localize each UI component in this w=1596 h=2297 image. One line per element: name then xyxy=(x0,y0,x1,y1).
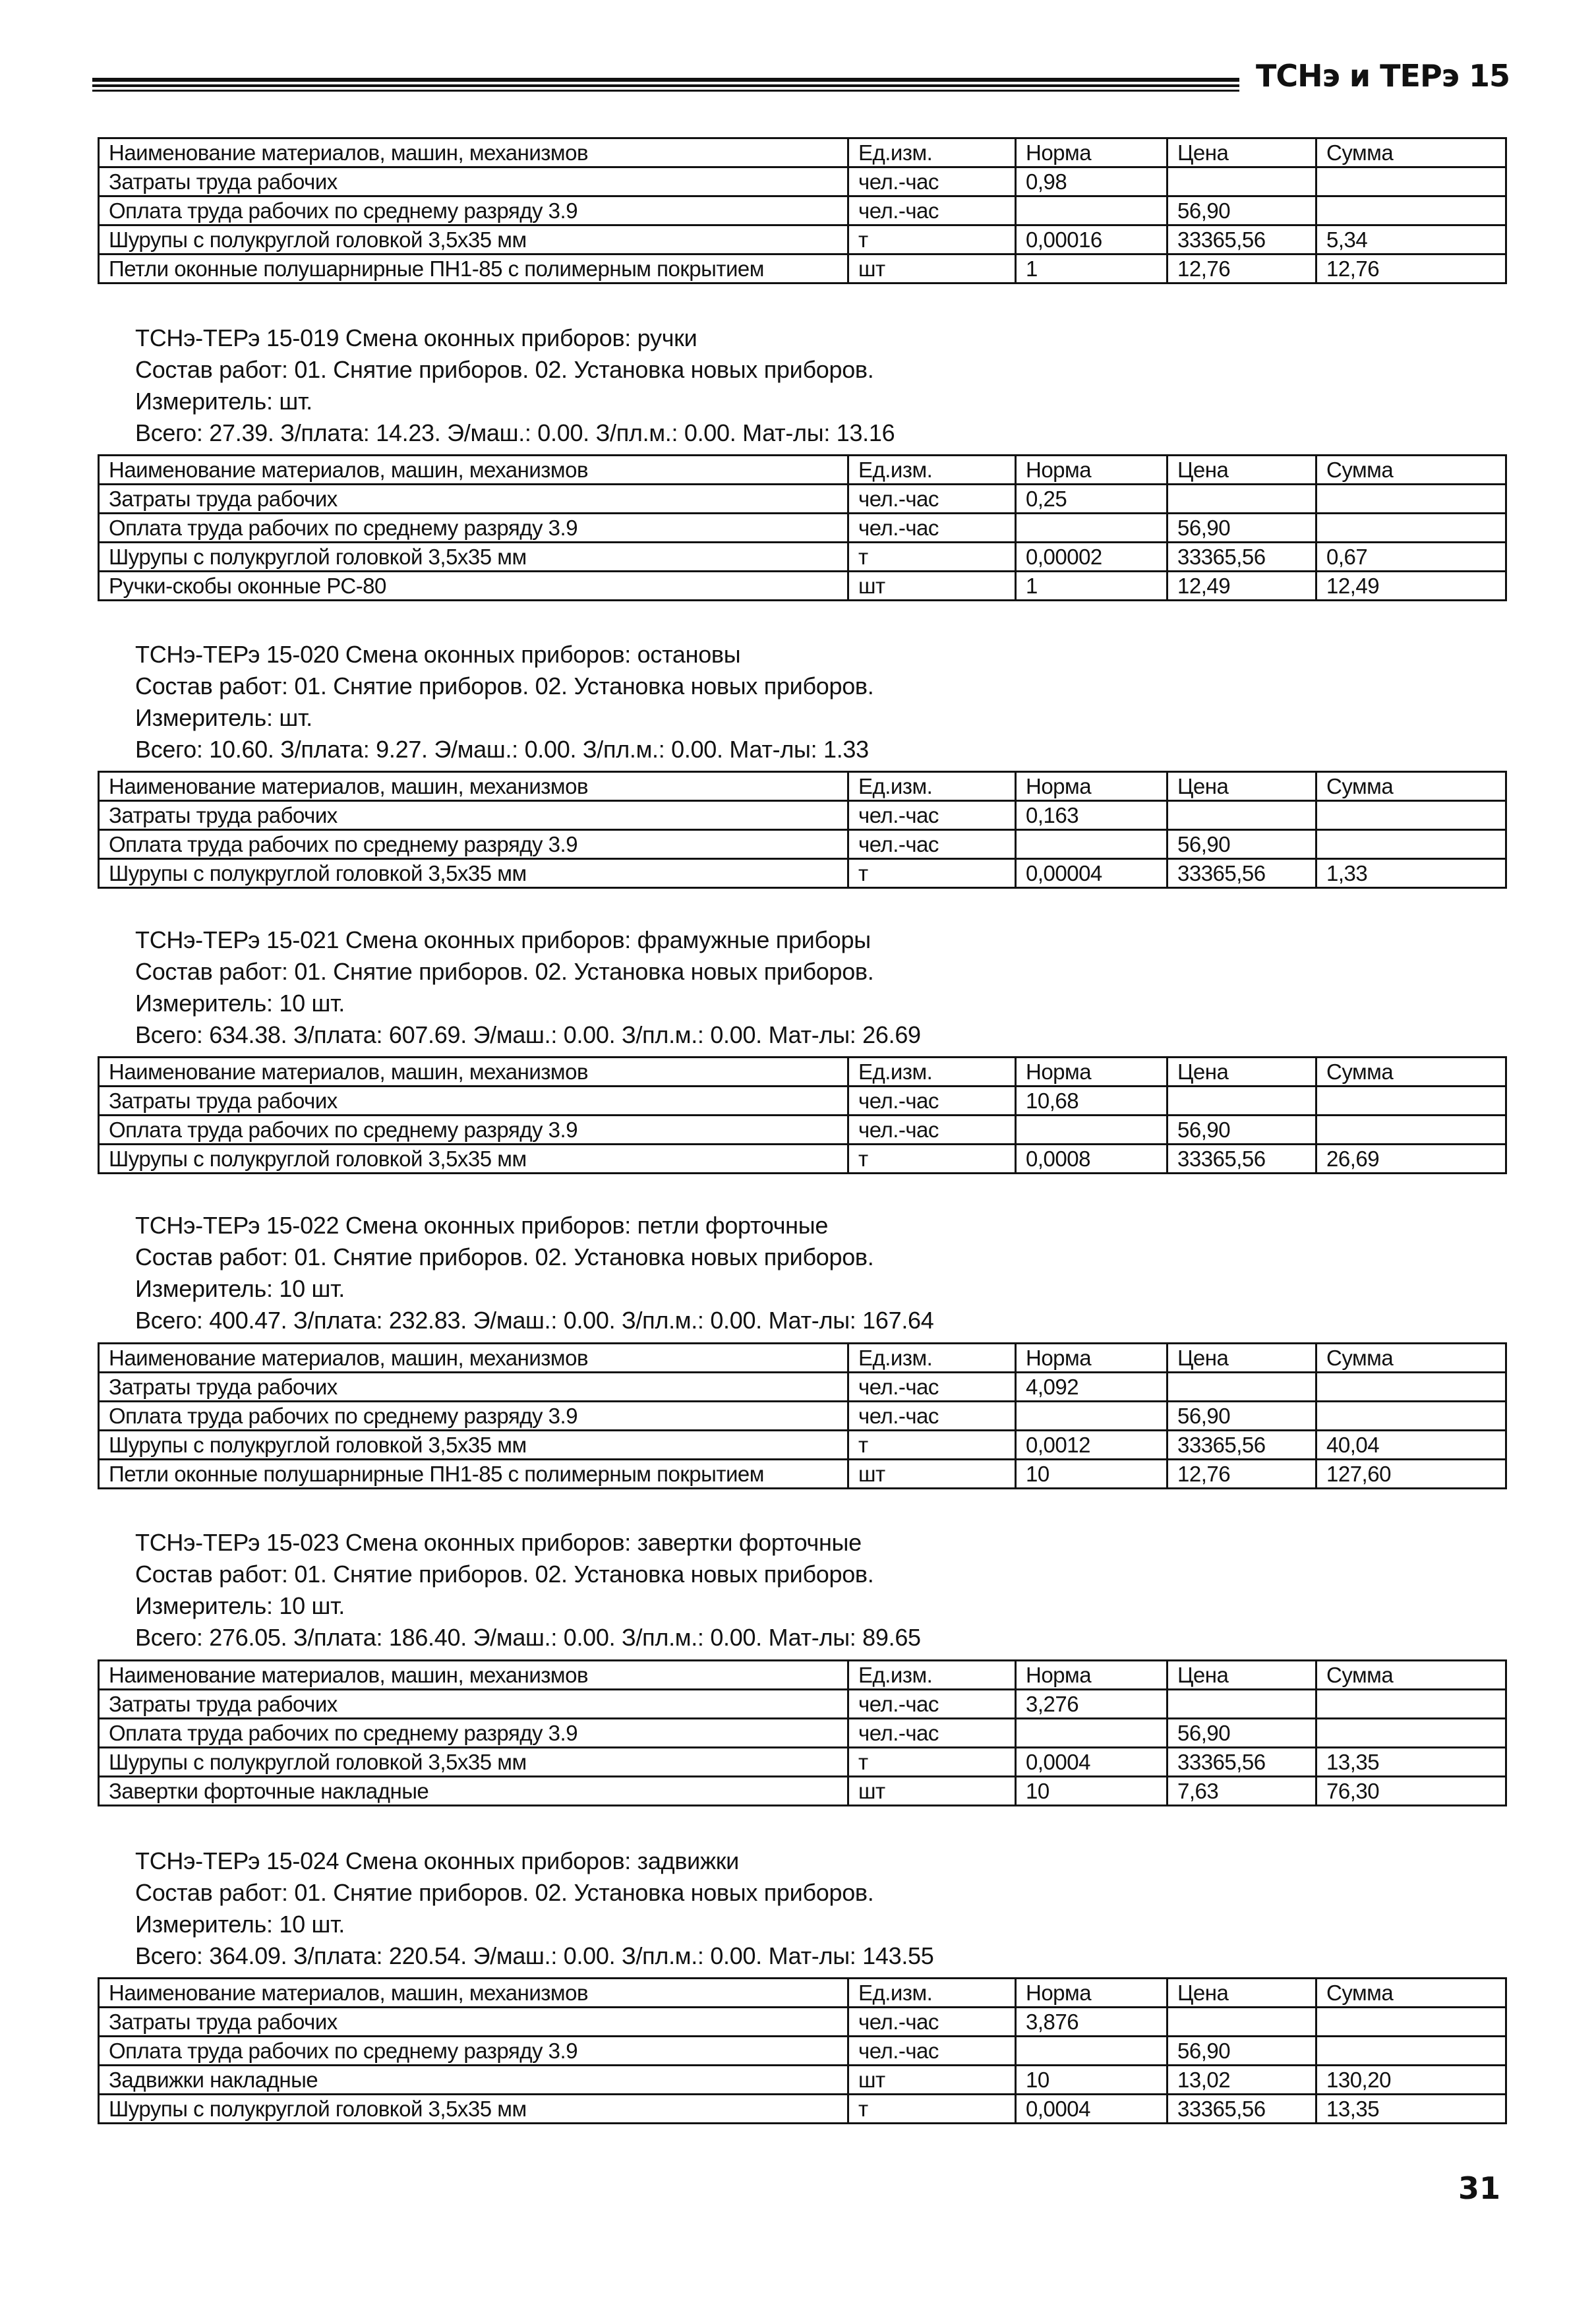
table-cell: Затраты труда рабочих xyxy=(99,2008,848,2037)
table-cell: т xyxy=(848,859,1016,888)
norm-totals: Всего: 634.38. З/плата: 607.69. Э/маш.: 0.00. З/пл.м.: 0.00. Мат-лы: 26.69 xyxy=(135,1021,921,1048)
norm-works: Состав работ: 01. Снятие приборов. 02. Установка новых приборов. xyxy=(135,958,874,985)
table-row xyxy=(99,254,1506,283)
norm-section-3 xyxy=(135,924,921,1051)
table-cell xyxy=(1316,1373,1506,1402)
table-cell xyxy=(1316,2008,1506,2037)
table-row xyxy=(99,1690,1506,1719)
table-row xyxy=(99,1116,1506,1145)
table-cell: чел.-час xyxy=(848,830,1016,859)
table-cell: т xyxy=(848,1145,1016,1174)
table-cell xyxy=(1316,1087,1506,1116)
norm-title: ТСНэ-ТЕРэ 15-024 Смена оконных приборов: задвижки xyxy=(135,1847,739,1874)
materials-table xyxy=(98,1342,1507,1489)
table-cell: Шурупы с полукруглой головкой 3,5x35 мм xyxy=(99,1145,848,1174)
page-header-title: ТСНэ и ТЕРэ 15 xyxy=(1256,58,1510,94)
table-cell xyxy=(1167,1087,1316,1116)
table-cell xyxy=(1316,1719,1506,1748)
table-row xyxy=(99,514,1506,543)
table-cell: Петли оконные полушарнирные ПН1-85 с полимерным покрытием xyxy=(99,1460,848,1489)
table-cell: Затраты труда рабочих xyxy=(99,485,848,514)
norm-title: ТСНэ-ТЕРэ 15-023 Смена оконных приборов: завертки форточные xyxy=(135,1529,862,1556)
table-cell: Затраты труда рабочих xyxy=(99,1373,848,1402)
table-header-cell: Цена xyxy=(1167,1058,1316,1087)
table-cell: 12,76 xyxy=(1167,1460,1316,1489)
table-cell: чел.-час xyxy=(848,196,1016,225)
table-row xyxy=(99,1087,1506,1116)
table-cell: Оплата труда рабочих по среднему разряду 3.9 xyxy=(99,196,848,225)
table-header-row xyxy=(99,1344,1506,1373)
table-cell xyxy=(1016,2037,1167,2066)
table-cell: Оплата труда рабочих по среднему разряду 3.9 xyxy=(99,514,848,543)
table-cell: 33365,56 xyxy=(1167,859,1316,888)
table-cell: 56,90 xyxy=(1167,514,1316,543)
table-cell: чел.-час xyxy=(848,801,1016,830)
table-cell: Шурупы с полукруглой головкой 3,5x35 мм xyxy=(99,1431,848,1460)
table-header-cell: Наименование материалов, машин, механизмов xyxy=(99,772,848,801)
norm-totals: Всего: 364.09. З/плата: 220.54. Э/маш.: 0.00. З/пл.м.: 0.00. Мат-лы: 143.55 xyxy=(135,1942,934,1969)
table-cell: 13,35 xyxy=(1316,1748,1506,1777)
table-cell: 33365,56 xyxy=(1167,1748,1316,1777)
table-cell: Ручки-скобы оконные РС-80 xyxy=(99,572,848,601)
table-cell: Оплата труда рабочих по среднему разряду 3.9 xyxy=(99,1116,848,1145)
table-cell: т xyxy=(848,1431,1016,1460)
table-cell: 1 xyxy=(1016,572,1167,601)
table-cell: 12,49 xyxy=(1167,572,1316,601)
table-cell xyxy=(1016,830,1167,859)
table-cell xyxy=(1167,2008,1316,2037)
table-header-cell: Ед.изм. xyxy=(848,772,1016,801)
table-header-cell: Цена xyxy=(1167,1344,1316,1373)
table-cell xyxy=(1316,167,1506,196)
table-cell: Затраты труда рабочих xyxy=(99,801,848,830)
table-cell: чел.-час xyxy=(848,1087,1016,1116)
table-header-cell: Цена xyxy=(1167,1661,1316,1690)
table-cell: Шурупы с полукруглой головкой 3,5x35 мм xyxy=(99,1748,848,1777)
materials-table xyxy=(98,771,1507,889)
table-header-cell: Ед.изм. xyxy=(848,1344,1016,1373)
norm-section-4 xyxy=(135,1210,934,1336)
table-cell: чел.-час xyxy=(848,485,1016,514)
page-number: 31 xyxy=(1458,2170,1501,2206)
table-cell: Шурупы с полукруглой головкой 3,5x35 мм xyxy=(99,543,848,572)
table-row xyxy=(99,2095,1506,2124)
table-row xyxy=(99,196,1506,225)
table-cell: 7,63 xyxy=(1167,1777,1316,1806)
table-cell: Шурупы с полукруглой головкой 3,5x35 мм xyxy=(99,2095,848,2124)
norm-unit: Измеритель: 10 шт. xyxy=(135,1592,345,1619)
table-cell: Оплата труда рабочих по среднему разряду 3.9 xyxy=(99,1719,848,1748)
norm-title: ТСНэ-ТЕРэ 15-021 Смена оконных приборов: фрамужные приборы xyxy=(135,926,871,953)
table-header-cell: Цена xyxy=(1167,1979,1316,2008)
table-cell xyxy=(1316,485,1506,514)
norm-title: ТСНэ-ТЕРэ 15-022 Смена оконных приборов: петли форточные xyxy=(135,1212,829,1239)
table-row xyxy=(99,1777,1506,1806)
table-cell: 10 xyxy=(1016,2066,1167,2095)
table-row xyxy=(99,1373,1506,1402)
norm-section-5 xyxy=(135,1527,921,1654)
table-row xyxy=(99,830,1506,859)
table-row xyxy=(99,859,1506,888)
table-cell xyxy=(1316,1402,1506,1431)
table-cell: шт xyxy=(848,572,1016,601)
table-cell xyxy=(1016,514,1167,543)
table-cell xyxy=(1316,801,1506,830)
table-header-cell: Сумма xyxy=(1316,1661,1506,1690)
norm-section-1 xyxy=(135,322,895,449)
table-cell: чел.-час xyxy=(848,1690,1016,1719)
table-cell xyxy=(1016,196,1167,225)
table-cell: 56,90 xyxy=(1167,1719,1316,1748)
table-row xyxy=(99,801,1506,830)
table-row xyxy=(99,1145,1506,1174)
table-cell: чел.-час xyxy=(848,1402,1016,1431)
table-cell: Шурупы с полукруглой головкой 3,5x35 мм xyxy=(99,859,848,888)
table-cell: т xyxy=(848,225,1016,254)
table-cell: 127,60 xyxy=(1316,1460,1506,1489)
table-cell: Затраты труда рабочих xyxy=(99,1690,848,1719)
table-header-cell: Ед.изм. xyxy=(848,1661,1016,1690)
table-cell: 10 xyxy=(1016,1460,1167,1489)
table-cell: 0,0008 xyxy=(1016,1145,1167,1174)
table-header-row xyxy=(99,138,1506,167)
table-cell: чел.-час xyxy=(848,514,1016,543)
table-cell: 3,876 xyxy=(1016,2008,1167,2037)
norm-works: Состав работ: 01. Снятие приборов. 02. Установка новых приборов. xyxy=(135,1879,874,1906)
table-row xyxy=(99,1460,1506,1489)
norm-unit: Измеритель: шт. xyxy=(135,704,312,731)
table-header-cell: Наименование материалов, машин, механизмов xyxy=(99,1344,848,1373)
table-header-cell: Наименование материалов, машин, механизмов xyxy=(99,138,848,167)
table-row xyxy=(99,543,1506,572)
table-cell: 13,35 xyxy=(1316,2095,1506,2124)
table-cell: шт xyxy=(848,2066,1016,2095)
norm-unit: Измеритель: 10 шт. xyxy=(135,1911,345,1938)
table-cell: Петли оконные полушарнирные ПН1-85 с полимерным покрытием xyxy=(99,254,848,283)
table-cell: чел.-час xyxy=(848,167,1016,196)
table-header-cell: Цена xyxy=(1167,138,1316,167)
table-cell: шт xyxy=(848,1777,1016,1806)
table-cell: 0,00004 xyxy=(1016,859,1167,888)
table-header-row xyxy=(99,1661,1506,1690)
table-header-cell: Наименование материалов, машин, механизмов xyxy=(99,1979,848,2008)
table-cell: 5,34 xyxy=(1316,225,1506,254)
footer-rule xyxy=(92,2186,1239,2200)
table-cell: чел.-час xyxy=(848,1373,1016,1402)
table-cell xyxy=(1316,1690,1506,1719)
table-cell: Оплата труда рабочих по среднему разряду 3.9 xyxy=(99,1402,848,1431)
table-row xyxy=(99,572,1506,601)
table-cell: 33365,56 xyxy=(1167,1431,1316,1460)
norm-section-6 xyxy=(135,1845,934,1972)
table-cell xyxy=(1316,1116,1506,1145)
table-cell: т xyxy=(848,1748,1016,1777)
table-header-cell: Норма xyxy=(1016,1661,1167,1690)
table-header-cell: Ед.изм. xyxy=(848,456,1016,485)
table-row xyxy=(99,1431,1506,1460)
table-cell: 56,90 xyxy=(1167,1116,1316,1145)
table-header-cell: Наименование материалов, машин, механизмов xyxy=(99,456,848,485)
table-cell: 0,163 xyxy=(1016,801,1167,830)
table-cell xyxy=(1016,1116,1167,1145)
table-cell: т xyxy=(848,2095,1016,2124)
table-cell: Шурупы с полукруглой головкой 3,5x35 мм xyxy=(99,225,848,254)
table-cell: чел.-час xyxy=(848,1116,1016,1145)
table-cell xyxy=(1316,514,1506,543)
table-header-row xyxy=(99,1979,1506,2008)
table-row xyxy=(99,2008,1506,2037)
table-cell: 56,90 xyxy=(1167,196,1316,225)
table-cell: 12,76 xyxy=(1316,254,1506,283)
table-row xyxy=(99,2066,1506,2095)
table-cell: 12,76 xyxy=(1167,254,1316,283)
table-cell: 33365,56 xyxy=(1167,225,1316,254)
table-header-cell: Сумма xyxy=(1316,1344,1506,1373)
table-cell: Затраты труда рабочих xyxy=(99,1087,848,1116)
table-cell: 33365,56 xyxy=(1167,543,1316,572)
table-cell: 0,0012 xyxy=(1016,1431,1167,1460)
table-cell: чел.-час xyxy=(848,2037,1016,2066)
table-cell xyxy=(1167,1690,1316,1719)
table-cell: 130,20 xyxy=(1316,2066,1506,2095)
table-cell: т xyxy=(848,543,1016,572)
table-cell: 1,33 xyxy=(1316,859,1506,888)
table-header-cell: Сумма xyxy=(1316,1058,1506,1087)
table-cell xyxy=(1016,1402,1167,1431)
table-header-cell: Сумма xyxy=(1316,1979,1506,2008)
table-cell xyxy=(1016,1719,1167,1748)
table-cell: Оплата труда рабочих по среднему разряду 3.9 xyxy=(99,830,848,859)
table-cell: 76,30 xyxy=(1316,1777,1506,1806)
table-row xyxy=(99,1748,1506,1777)
table-header-cell: Ед.изм. xyxy=(848,1979,1016,2008)
header-rule xyxy=(92,78,1239,92)
table-cell: 0,0004 xyxy=(1016,2095,1167,2124)
norm-works: Состав работ: 01. Снятие приборов. 02. Установка новых приборов. xyxy=(135,1561,874,1588)
table-header-cell: Норма xyxy=(1016,456,1167,485)
norm-works: Состав работ: 01. Снятие приборов. 02. Установка новых приборов. xyxy=(135,356,874,383)
norm-section-2 xyxy=(135,639,873,765)
norm-unit: Измеритель: 10 шт. xyxy=(135,990,345,1017)
table-cell: 56,90 xyxy=(1167,1402,1316,1431)
table-cell: 26,69 xyxy=(1316,1145,1506,1174)
table-cell: шт xyxy=(848,254,1016,283)
table-row xyxy=(99,225,1506,254)
table-row xyxy=(99,485,1506,514)
table-cell xyxy=(1167,485,1316,514)
table-cell: Завертки форточные накладные xyxy=(99,1777,848,1806)
table-cell: 12,49 xyxy=(1316,572,1506,601)
table-header-cell: Цена xyxy=(1167,456,1316,485)
table-header-cell: Ед.изм. xyxy=(848,138,1016,167)
norm-title: ТСНэ-ТЕРэ 15-020 Смена оконных приборов: остановы xyxy=(135,641,741,668)
table-cell xyxy=(1167,1373,1316,1402)
table-cell: 33365,56 xyxy=(1167,2095,1316,2124)
table-header-cell: Сумма xyxy=(1316,772,1506,801)
table-header-row xyxy=(99,456,1506,485)
table-row xyxy=(99,2037,1506,2066)
table-cell: Задвижки накладные xyxy=(99,2066,848,2095)
materials-table xyxy=(98,1056,1507,1174)
table-cell: 0,00016 xyxy=(1016,225,1167,254)
table-cell: 4,092 xyxy=(1016,1373,1167,1402)
table-cell: 0,0004 xyxy=(1016,1748,1167,1777)
table-cell xyxy=(1316,830,1506,859)
table-cell xyxy=(1316,196,1506,225)
materials-table xyxy=(98,1977,1507,2124)
table-cell xyxy=(1167,801,1316,830)
table-cell xyxy=(1316,2037,1506,2066)
table-header-cell: Наименование материалов, машин, механизмов xyxy=(99,1661,848,1690)
table-header-cell: Норма xyxy=(1016,1979,1167,2008)
table-header-cell: Норма xyxy=(1016,138,1167,167)
table-cell: 0,67 xyxy=(1316,543,1506,572)
table-cell: 56,90 xyxy=(1167,2037,1316,2066)
norm-totals: Всего: 276.05. З/плата: 186.40. Э/маш.: 0.00. З/пл.м.: 0.00. Мат-лы: 89.65 xyxy=(135,1624,921,1651)
table-cell: 13,02 xyxy=(1167,2066,1316,2095)
table-row xyxy=(99,1402,1506,1431)
norm-unit: Измеритель: 10 шт. xyxy=(135,1275,345,1302)
materials-table xyxy=(98,1659,1507,1806)
table-header-cell: Ед.изм. xyxy=(848,1058,1016,1087)
table-header-row xyxy=(99,1058,1506,1087)
table-header-cell: Норма xyxy=(1016,1344,1167,1373)
table-cell: 0,25 xyxy=(1016,485,1167,514)
table-header-cell: Сумма xyxy=(1316,456,1506,485)
table-cell: 0,00002 xyxy=(1016,543,1167,572)
table-cell: чел.-час xyxy=(848,2008,1016,2037)
table-cell xyxy=(1167,167,1316,196)
table-cell: 3,276 xyxy=(1016,1690,1167,1719)
table-cell: Оплата труда рабочих по среднему разряду 3.9 xyxy=(99,2037,848,2066)
table-cell: чел.-час xyxy=(848,1719,1016,1748)
norm-title: ТСНэ-ТЕРэ 15-019 Смена оконных приборов: ручки xyxy=(135,324,697,351)
table-header-cell: Сумма xyxy=(1316,138,1506,167)
table-cell: 1 xyxy=(1016,254,1167,283)
table-row xyxy=(99,1719,1506,1748)
table-header-cell: Наименование материалов, машин, механизмов xyxy=(99,1058,848,1087)
table-cell: Затраты труда рабочих xyxy=(99,167,848,196)
table-header-row xyxy=(99,772,1506,801)
norm-totals: Всего: 27.39. З/плата: 14.23. Э/маш.: 0.00. З/пл.м.: 0.00. Мат-лы: 13.16 xyxy=(135,419,895,446)
table-cell: шт xyxy=(848,1460,1016,1489)
norm-unit: Измеритель: шт. xyxy=(135,388,312,415)
table-header-cell: Цена xyxy=(1167,772,1316,801)
table-cell: 40,04 xyxy=(1316,1431,1506,1460)
norm-works: Состав работ: 01. Снятие приборов. 02. Установка новых приборов. xyxy=(135,672,874,700)
materials-table xyxy=(98,454,1507,601)
table-header-cell: Норма xyxy=(1016,1058,1167,1087)
table-cell: 33365,56 xyxy=(1167,1145,1316,1174)
table-cell: 56,90 xyxy=(1167,830,1316,859)
table-cell: 10 xyxy=(1016,1777,1167,1806)
table-cell: 10,68 xyxy=(1016,1087,1167,1116)
norm-works: Состав работ: 01. Снятие приборов. 02. Установка новых приборов. xyxy=(135,1243,874,1270)
table-row xyxy=(99,167,1506,196)
materials-table xyxy=(98,137,1507,284)
table-cell: 0,98 xyxy=(1016,167,1167,196)
table-header-cell: Норма xyxy=(1016,772,1167,801)
norm-totals: Всего: 400.47. З/плата: 232.83. Э/маш.: 0.00. З/пл.м.: 0.00. Мат-лы: 167.64 xyxy=(135,1307,934,1334)
norm-totals: Всего: 10.60. З/плата: 9.27. Э/маш.: 0.00. З/пл.м.: 0.00. Мат-лы: 1.33 xyxy=(135,736,869,763)
